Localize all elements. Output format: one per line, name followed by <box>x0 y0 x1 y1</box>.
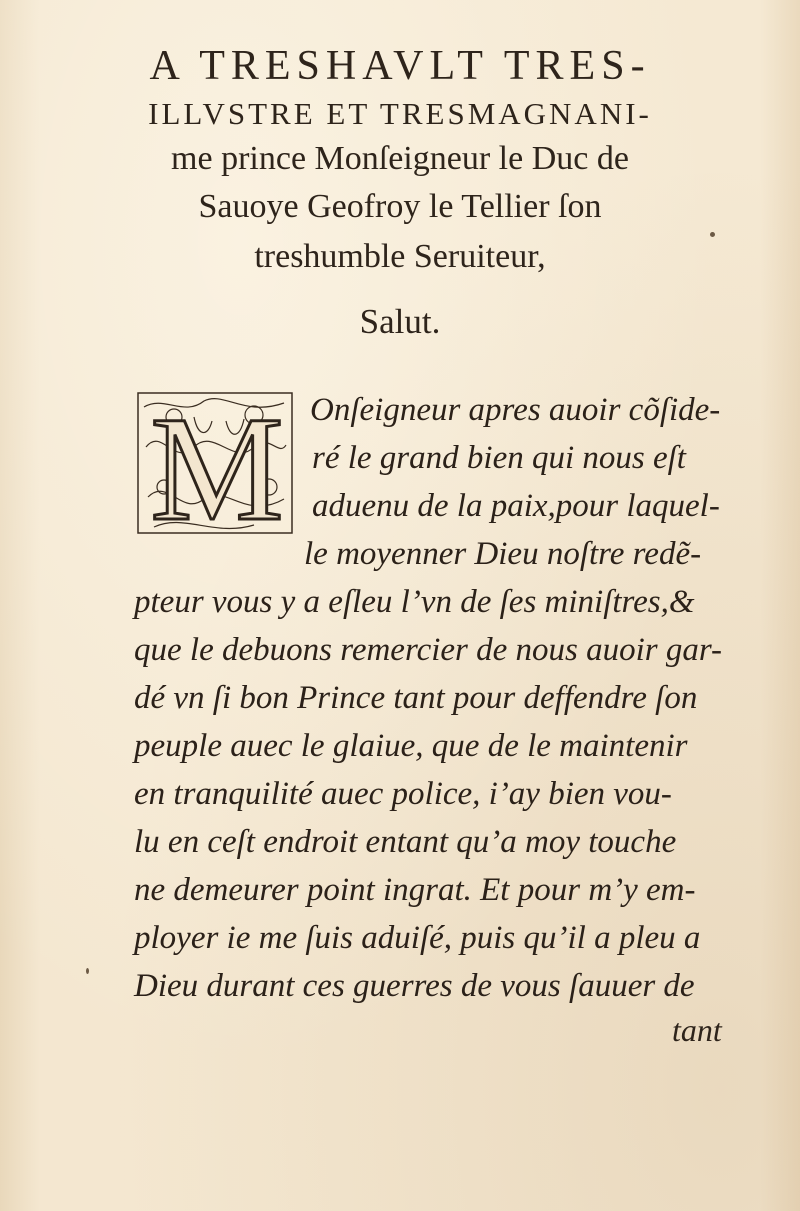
body-line-12: ployer ie me ſuis aduiſé, puis qu’il a pleu a <box>134 920 701 956</box>
body-line-7: dé vn ſi bon Prince tant pour deffendre ſon <box>134 680 698 716</box>
ink-speck <box>710 232 715 237</box>
decorated-initial-m <box>134 387 300 545</box>
ink-speck <box>86 968 89 974</box>
body-line-3: aduenu de la paix,pour laquel- <box>312 488 720 524</box>
title-line-1: A TRESHAVLT TRES- <box>149 43 651 89</box>
body-line-5: pteur vous y a eſleu l’vn de ſes miniſtres,& <box>134 584 695 620</box>
decorated-initial-m-icon <box>134 387 300 545</box>
body-line-4: le moyenner Dieu noſtre redẽ- <box>304 536 702 572</box>
title-line-2: ILLVSTRE ET TRESMAGNANI- <box>148 96 652 131</box>
body-line-2: ré le grand bien qui nous eſt <box>312 440 686 476</box>
body-line-6: que le debuons remercier de nous auoir gar- <box>134 632 723 668</box>
title-line-4: Sauoye Geofroy le Tellier ſon <box>198 188 602 225</box>
title-line-3: me prince Monſeigneur le Duc de <box>171 140 629 177</box>
body-line-8: peuple auec le glaiue, que de le maintenir <box>134 728 688 764</box>
body-line-1: Onſeigneur apres auoir cõſide- <box>310 392 721 428</box>
salutation: Salut. <box>359 302 441 341</box>
body-line-10: lu en ceſt endroit entant qu’a moy touche <box>134 824 677 860</box>
body-line-13: Dieu durant ces guerres de vous ſauuer de <box>134 968 695 1004</box>
drop-cap-letter: M <box>150 387 284 545</box>
catchword: tant <box>672 1012 722 1048</box>
body-line-11: ne demeurer point ingrat. Et pour m’y em- <box>134 872 696 908</box>
title-line-5: treshumble Seruiteur, <box>254 238 546 275</box>
body-line-9: en tranquilité auec police, i’ay bien vou- <box>134 776 672 812</box>
